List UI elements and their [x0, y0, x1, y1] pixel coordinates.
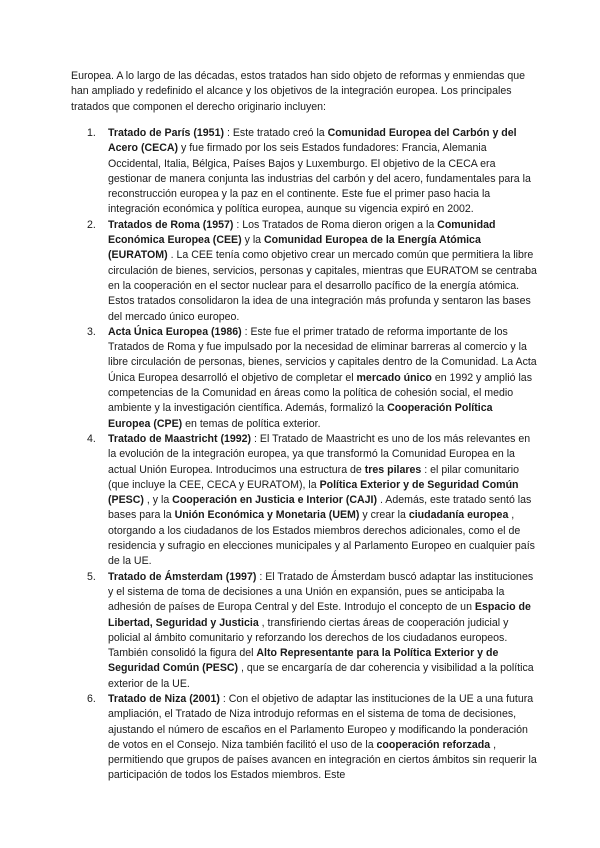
bold-term: ciudadanía europea — [408, 509, 509, 522]
bold-term: Alto Representante para la Política Exterior y de Seguridad Común (PESC) — [108, 647, 499, 675]
body-text: y crear la — [359, 509, 409, 522]
bold-term: Acta Única Europea (1986) — [108, 325, 242, 338]
body-text: en 1992 y amplió las competencias de la Comunidad en áreas como la política de cohesión social, el medio ambiente y la investigación científica. Además, formalizó la — [108, 371, 532, 415]
bold-term: Cooperación en Justicia e Interior (CAJI) — [172, 494, 378, 507]
bold-term: Política Exterior y de Seguridad Común (PESC) — [108, 478, 519, 507]
list-item-number: 6. — [87, 692, 96, 705]
bold-term: Tratado de París (1951) — [108, 127, 224, 139]
treaty-list-item — [71, 325, 537, 432]
bold-term: cooperación reforzada — [376, 738, 491, 751]
body-text: , que se encargaría de dar coherencia y visibilidad a la política exterior de la UE. — [108, 662, 534, 690]
body-text: . La CEE tenía como objetivo crear un mercado común que permitiera la libre circulación de bienes, servicios, personas y capitales, mientras que EURATOM se centraba en la cooperación en el sector nuclear para el desarrollo pacífico de la energía atómica. Estos tratados consolidaron la idea de una integración más profunda y sentaron las bases del mercado único europeo. — [108, 249, 537, 323]
body-text: : Este tratado creó la — [224, 127, 328, 139]
body-text: : Con el objetivo de adaptar las instituciones de la UE a una futura ampliación, el Tratado de Niza introdujo reformas en el sistema de toma de decisiones, ajustando el número de escaños en el Parlamento Europeo y modificando la ponderación de votos en el Consejo. Niza también facilitó el uso de la — [108, 692, 534, 751]
body-text: y la — [241, 234, 265, 247]
bold-term: Comunidad Económica Europea (CEE) — [108, 218, 496, 247]
bold-term: Comunidad Europea de la Energía Atómica (EURATOM) — [108, 234, 481, 262]
bold-term: Cooperación Política Europea (CPE) — [108, 402, 493, 430]
body-text: : El Tratado de Maastricht es uno de los más relevantes en la evolución de la integración europea, ya que transformó la Comunidad Europea en la actual Unión Europea. Introducimos una estructura de — [108, 432, 531, 476]
bold-term: Tratado de Maastricht (1992) — [108, 432, 252, 445]
body-text: : El Tratado de Ámsterdam buscó adaptar las instituciones y el sistema de toma de decisiones a una Unión en expansión, pues se anticipaba la adhesión de países de Europa Central y del Este. Introdujo el concepto de un — [108, 570, 534, 614]
body-text: , otorgando a los ciudadanos de los Estados miembros derechos adicionales, como el de residencia y sufragio en elecciones municipales y al Parlamento Europeo en cualquier país de la UE. — [108, 509, 535, 568]
list-item-number: 3. — [87, 325, 96, 338]
bold-term: Tratados de Roma (1957) — [108, 218, 234, 231]
bold-term: Tratado de Ámsterdam (1997) — [108, 570, 257, 583]
body-text: : el pilar comunitario (que incluye la CEE, CECA y EURATOM), la — [108, 463, 520, 491]
list-item-number: 5. — [87, 570, 96, 583]
bold-term: Espacio de Libertad, Seguridad y Justicia — [108, 601, 531, 629]
treaty-list-item — [71, 126, 537, 218]
body-text: en temas de política exterior. — [182, 417, 321, 430]
body-text: y fue firmado por los seis Estados fundadores: Francia, Alemania Occidental, Italia, Bélgica, Países Bajos y Luxemburgo. El objetivo de la CECA era gestionar de manera conjunta las industrias del carbón y del acero, fundamentales para la reconstrucción europea y la paz en el continente. Este fue el primer paso hacia la integración económica y política europea, aunque su vigencia expiró en 2002. — [108, 142, 531, 216]
treaty-list-item — [71, 570, 537, 692]
bold-term: Tratado de Niza (2001) — [108, 692, 220, 705]
body-text: , transfiriendo ciertas áreas de cooperación judicial y policial al ámbito comunitario y reforzando los derechos de los ciudadanos europeos. También consolidó la figura del — [108, 616, 509, 660]
treaty-list — [71, 126, 537, 784]
intro-paragraph: Europea. A lo largo de las décadas, estos tratados han sido objeto de reformas y enmiendas que han ampliado y redefinido el alcance y los objetivos de la integración europea. Los principales tratados que componen el derecho originario incluyen: — [71, 70, 526, 113]
bold-term: Comunidad Europea del Carbón y del Acero (CECA) — [108, 127, 517, 155]
body-text: . Además, este tratado sentó las bases para la — [108, 494, 532, 522]
bold-term: Unión Económica y Monetaria (UEM) — [174, 509, 360, 522]
bold-term: tres pilares — [364, 463, 422, 476]
bold-term: mercado único — [356, 371, 432, 384]
treaty-list-item — [71, 432, 537, 570]
body-text: : Los Tratados de Roma dieron origen a la — [233, 218, 438, 231]
treaty-list-item — [71, 218, 537, 325]
body-text: : Este fue el primer tratado de reforma importante de los Tratados de Roma y fue impulsado por la necesidad de eliminar barreras al comercio y la libre circulación de personas, bienes, servicios y capitales dentro de la Comunidad. La Acta Única Europea desarrolló el objetivo de completar el — [108, 325, 537, 384]
list-item-number: 2. — [87, 218, 96, 231]
body-text: , y la — [143, 494, 173, 507]
body-text: , permitiendo que grupos de países avancen en integración en ciertos ámbitos sin requerir la participación de todos los Estados miembros. Este — [108, 738, 537, 782]
list-item-number: 4. — [87, 432, 96, 445]
treaty-list-item — [71, 692, 537, 784]
list-item-number: 1. — [87, 127, 96, 139]
